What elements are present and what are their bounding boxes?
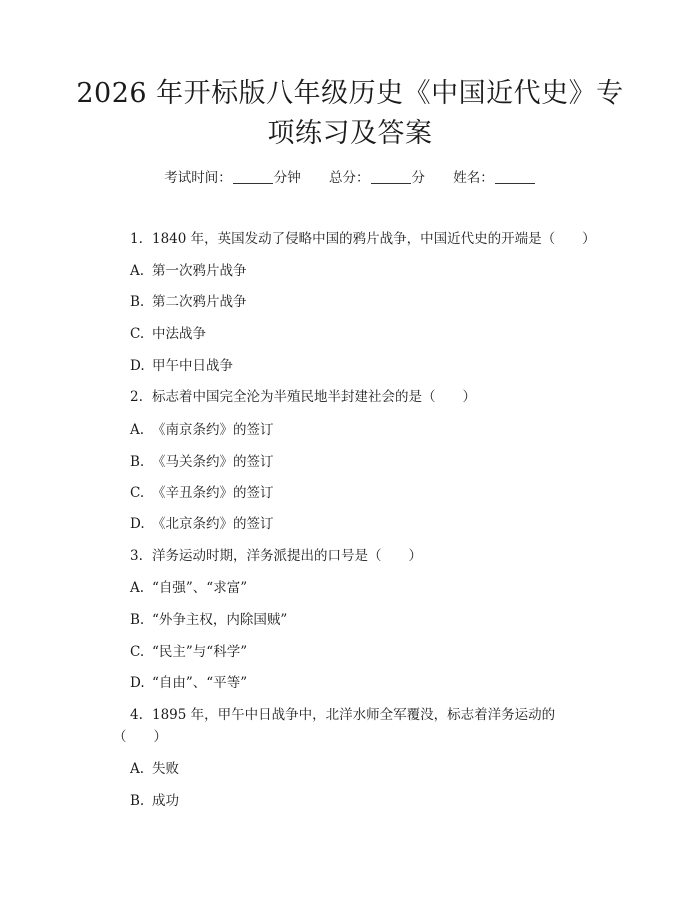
question-1-option-a[interactable] <box>130 261 247 281</box>
option-text: 《马关条约》的签订 <box>152 454 274 470</box>
option-text: 中法战争 <box>152 326 206 342</box>
option-mark: B. <box>130 294 145 310</box>
exam-info-row <box>0 168 700 188</box>
question-number: 1. <box>130 231 143 247</box>
total-score-unit: 分 <box>411 170 425 186</box>
option-mark: C. <box>130 485 145 501</box>
option-mark: A. <box>130 422 145 438</box>
question-4-option-a[interactable] <box>130 759 179 779</box>
exam-time-label: 考试时间： <box>164 170 232 186</box>
option-text: 第一次鸦片战争 <box>152 263 247 279</box>
question-3-option-b[interactable] <box>130 610 287 630</box>
question-4 <box>130 705 555 725</box>
option-text: 《北京条约》的签订 <box>152 516 274 532</box>
option-mark: B. <box>130 454 145 470</box>
question-2-option-c[interactable] <box>130 483 274 503</box>
question-3-option-d[interactable] <box>130 673 247 693</box>
question-2-option-d[interactable] <box>130 514 274 534</box>
option-mark: C. <box>130 326 145 342</box>
student-name-field <box>453 170 536 186</box>
option-mark: D. <box>130 516 145 532</box>
option-text: 失败 <box>152 761 179 777</box>
option-text: “民主”与“科学” <box>152 644 248 660</box>
question-3 <box>130 546 422 566</box>
question-number: 3. <box>130 548 143 564</box>
option-text: “外争主权，内除国贼” <box>152 612 288 628</box>
question-number: 2. <box>130 389 143 405</box>
total-score-blank[interactable] <box>371 169 411 184</box>
option-mark: B. <box>130 793 145 809</box>
option-mark: A. <box>130 263 145 279</box>
total-score-label: 总分： <box>329 170 370 186</box>
question-1-option-d[interactable] <box>130 356 233 376</box>
question-1-option-c[interactable] <box>130 324 206 344</box>
exam-time-field <box>164 170 301 186</box>
total-score-field <box>329 170 425 186</box>
question-text: 1840 年，英国发动了侵略中国的鸦片战争，中国近代史的开端是（ ） <box>152 231 596 247</box>
question-1-option-b[interactable] <box>130 292 247 312</box>
option-text: “自由”、“平等” <box>152 675 248 691</box>
title-line-1: 2026 年开标版八年级历史《中国近代史》专 <box>76 78 624 109</box>
question-text: 1895 年，甲午中日战争中，北洋水师全军覆没，标志着洋务运动的 <box>152 707 556 723</box>
option-mark: A. <box>130 761 145 777</box>
question-4-option-b[interactable] <box>130 791 179 811</box>
question-1 <box>130 229 596 249</box>
student-name-blank[interactable] <box>495 169 535 184</box>
option-mark: C. <box>130 644 145 660</box>
option-mark: A. <box>130 580 145 596</box>
option-mark: D. <box>130 358 145 374</box>
option-text: “自强”、“求富” <box>152 580 248 596</box>
title-line-2: 项练习及答案 <box>267 118 433 149</box>
option-text: 甲午中日战争 <box>152 358 233 374</box>
exam-time-unit: 分钟 <box>273 170 301 186</box>
question-3-option-c[interactable] <box>130 642 247 662</box>
question-text-continued: （ ） <box>113 729 167 745</box>
question-text: 洋务运动时期，洋务派提出的口号是（ ） <box>152 548 422 564</box>
option-mark: D. <box>130 675 145 691</box>
option-text: 成功 <box>152 793 179 809</box>
student-name-label: 姓名： <box>453 170 494 186</box>
question-2 <box>130 387 476 407</box>
question-3-option-a[interactable] <box>130 578 247 598</box>
question-number: 4. <box>130 707 143 723</box>
question-4-answer-paren <box>113 727 167 747</box>
question-2-option-b[interactable] <box>130 452 274 472</box>
question-text: 标志着中国完全沦为半殖民地半封建社会的是（ ） <box>152 389 476 405</box>
option-mark: B. <box>130 612 145 628</box>
option-text: 《南京条约》的签订 <box>152 422 274 438</box>
exam-time-blank[interactable] <box>233 169 273 184</box>
page-title <box>70 74 630 154</box>
option-text: 《辛丑条约》的签订 <box>152 485 274 501</box>
question-2-option-a[interactable] <box>130 420 274 440</box>
option-text: 第二次鸦片战争 <box>152 294 247 310</box>
